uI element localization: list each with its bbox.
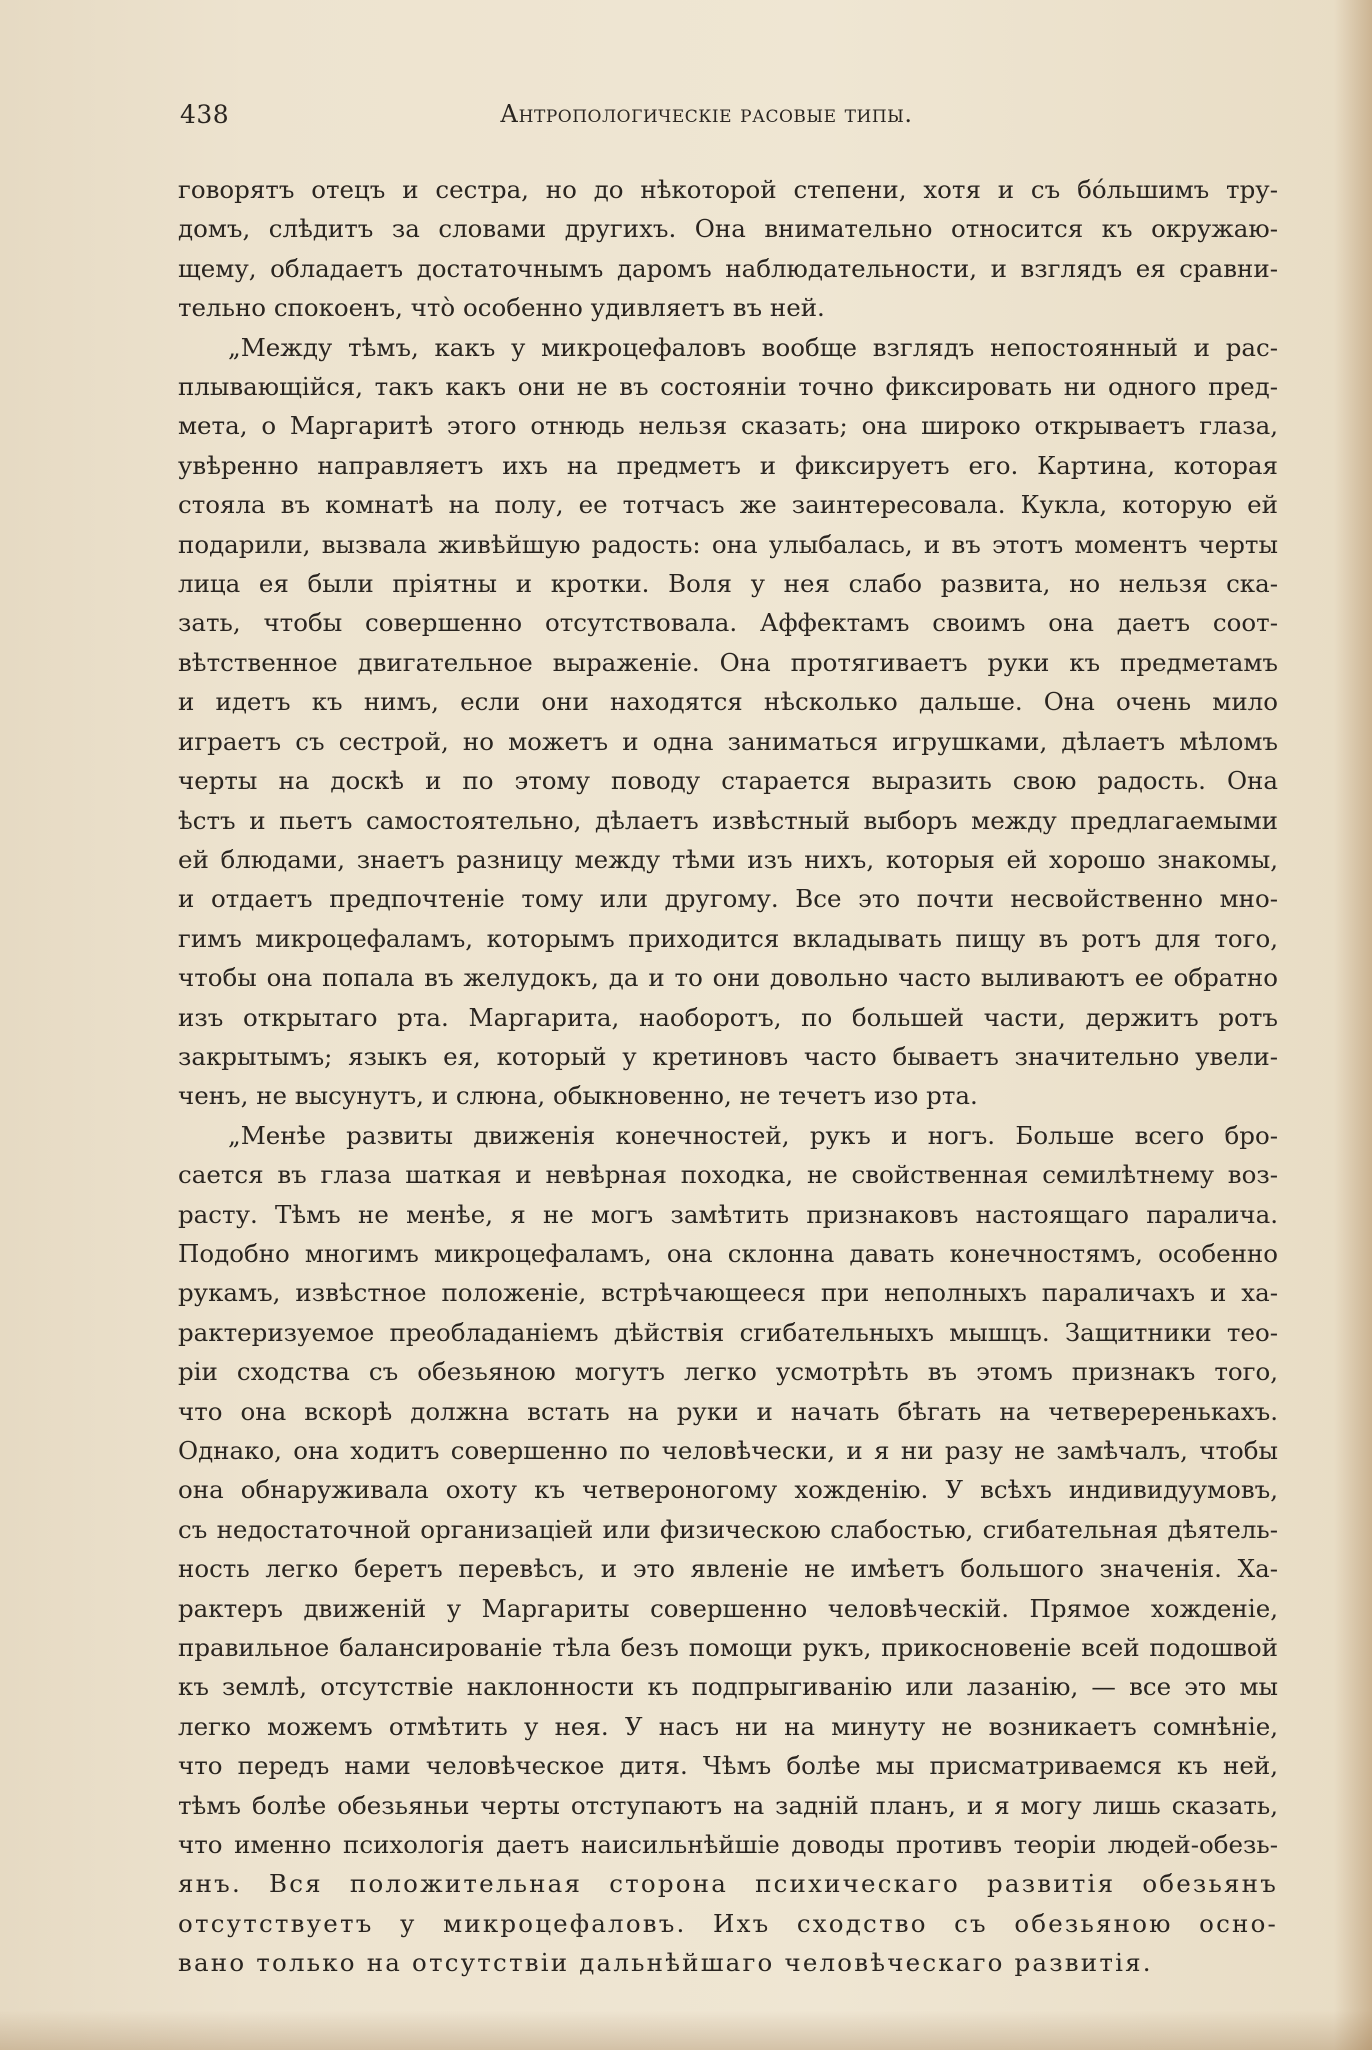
text-line: правильное балансированіе тѣла безъ помощи рукъ, прикосновеніе всей подошвой <box>178 1633 1278 1663</box>
text-line: зать, чтобы совершенно отсутствовала. Аффектамъ своимъ она даетъ соот- <box>178 608 1278 638</box>
text-line: ченъ, не высунутъ, и слюна, обыкновенно, не течетъ изо рта. <box>178 1081 978 1111</box>
text-line: Однако, она ходитъ совершенно по человѣчески, и я ни разу не замѣчалъ, чтобы <box>178 1436 1278 1465</box>
text-line: „Между тѣмъ, какъ у микроцефаловъ вообще взглядъ непостоянный и рас- <box>228 332 1278 362</box>
text-line: чтобы она попала въ желудокъ, да и то они довольно часто выливаютъ ее обратно <box>178 963 1278 993</box>
text-line: что передъ нами человѣческое дитя. Чѣмъ болѣе мы присматриваемся къ ней, <box>178 1751 1278 1781</box>
text-line: что именно психологія даетъ наисильнѣйшіе доводы противъ теоріи людей-обезь- <box>178 1830 1278 1860</box>
text-line: щему, обладаетъ достаточнымъ даромъ наблюдательности, и взглядъ ея сравни- <box>178 253 1278 283</box>
text-line: играетъ съ сестрой, но можетъ и одна заниматься игрушками, дѣлаетъ мѣломъ <box>178 726 1278 756</box>
text-line: легко можемъ отмѣтить у нея. У насъ ни на минуту не возникаетъ сомнѣніе, <box>178 1711 1278 1741</box>
text-line: съ недостаточной организаціей или физическою слабостью, сгибательная дѣятель- <box>178 1514 1278 1544</box>
text-line: ѣстъ и пьетъ самостоятельно, дѣлаетъ извѣстный выборъ между предлагаемыми <box>178 805 1278 835</box>
text-line: къ землѣ, отсутствіе наклонности къ подпрыгиванію или лазанію, — все это мы <box>178 1672 1278 1702</box>
text-line: ность легко беретъ перевѣсъ, и это явленіе не имѣетъ большого значенія. Ха- <box>178 1554 1278 1584</box>
text-line: расту. Тѣмъ не менѣе, я не могъ замѣтить признаковъ настоящаго паралича. <box>178 1199 1278 1229</box>
page-header <box>180 100 1275 134</box>
text-line: говорятъ отецъ и сестра, но до нѣкоторой степени, хотя и съ бо́льшимъ тру- <box>178 175 1278 204</box>
text-line: плывающійся, такъ какъ они не въ состояніи точно фиксировать ни одного пред- <box>178 372 1278 402</box>
text-line: подарили, вызвала живѣйшую радость: она улыбалась, и въ этотъ моментъ черты <box>178 529 1278 559</box>
text-line: закрытымъ; языкъ ея, который у кретиновъ часто бываетъ значительно увели- <box>178 1041 1278 1071</box>
text-line: и отдаетъ предпочтеніе тому или другому. Все это почти несвойственно мно- <box>178 884 1278 914</box>
text-line: отсутствуетъ у микроцефаловъ. Ихъ сходство съ обезьяною осно- <box>178 1908 1278 1938</box>
text-line: ріи сходства съ обезьяною могутъ легко усмотрѣть въ этомъ признакъ того, <box>178 1357 1278 1387</box>
text-line: что она вскорѣ должна встать на руки и начать бѣгать на четвереренькахъ. <box>178 1396 1278 1426</box>
text-line: рактеризуемое преобладаніемъ дѣйствія сгибательныхъ мышцъ. Защитники тео- <box>178 1317 1278 1347</box>
text-line: рукамъ, извѣстное положеніе, встрѣчающееся при неполныхъ параличахъ и ха- <box>178 1278 1278 1308</box>
text-line: рактеръ движеній у Маргариты совершенно человѣческій. Прямое хожденіе, <box>178 1593 1278 1623</box>
text-line: домъ, слѣдитъ за словами другихъ. Она внимательно относится къ окружаю- <box>178 214 1278 244</box>
text-line: сается въ глаза шаткая и невѣрная походка, не свойственная семилѣтнему воз- <box>178 1160 1278 1190</box>
text-line: увѣренно направляетъ ихъ на предметъ и фиксируетъ его. Картина, которая <box>178 450 1278 480</box>
text-line: черты на доскѣ и по этому поводу старается выразить свою радость. Она <box>178 766 1278 796</box>
text-line: „Менѣе развиты движенія конечностей, рукъ и ногъ. Больше всего бро- <box>228 1120 1278 1150</box>
body-text <box>178 170 1278 1983</box>
text-line: изъ открытаго рта. Маргарита, наоборотъ, по большей части, держитъ ротъ <box>178 1002 1278 1032</box>
text-line: тѣмъ болѣе обезьяньи черты отступаютъ на задній планъ, и я могу лишь сказать, <box>178 1790 1278 1820</box>
text-line: гимъ микроцефаламъ, которымъ приходится вкладывать пищу въ ротъ для того, <box>178 923 1278 953</box>
text-line: лица ея были пріятны и кротки. Воля у нея слабо развита, но нельзя ска- <box>178 569 1278 599</box>
text-line: ей блюдами, знаетъ разницу между тѣми изъ нихъ, которыя ей хорошо знакомы, <box>178 844 1278 874</box>
text-line: она обнаруживала охоту къ четвероногому хожденію. У всѣхъ индивидуумовъ, <box>178 1475 1278 1505</box>
text-line: мета, о Маргаритѣ этого отнюдь нельзя сказать; она широко открываетъ глаза, <box>178 411 1278 441</box>
text-line: Подобно многимъ микроцефаламъ, она склонна давать конечностямъ, особенно <box>178 1238 1278 1268</box>
page-edge-shadow-right <box>1334 0 1372 2050</box>
text-line: и идетъ къ нимъ, если они находятся нѣсколько дальше. Она очень мило <box>178 687 1278 717</box>
text-line: янъ. Вся положительная сторона психическаго развитія обезьянъ <box>178 1869 1278 1899</box>
text-line: вѣтственное двигательное выраженіе. Она протягиваетъ руки къ предметамъ <box>178 647 1278 677</box>
running-title: Антропологическіе расовые типы. <box>500 100 913 128</box>
text-line: вано только на отсутствіи дальнѣйшаго человѣческаго развитія. <box>178 1948 1153 1978</box>
text-line: стояла въ комнатѣ на полу, ее тотчасъ же заинтересовала. Кукла, которую ей <box>178 490 1278 520</box>
text-line: тельно спокоенъ, что̀ особенно удивляетъ въ ней. <box>178 293 825 323</box>
page-edge-shadow-bottom <box>0 2010 1372 2050</box>
page-number: 438 <box>180 100 230 129</box>
